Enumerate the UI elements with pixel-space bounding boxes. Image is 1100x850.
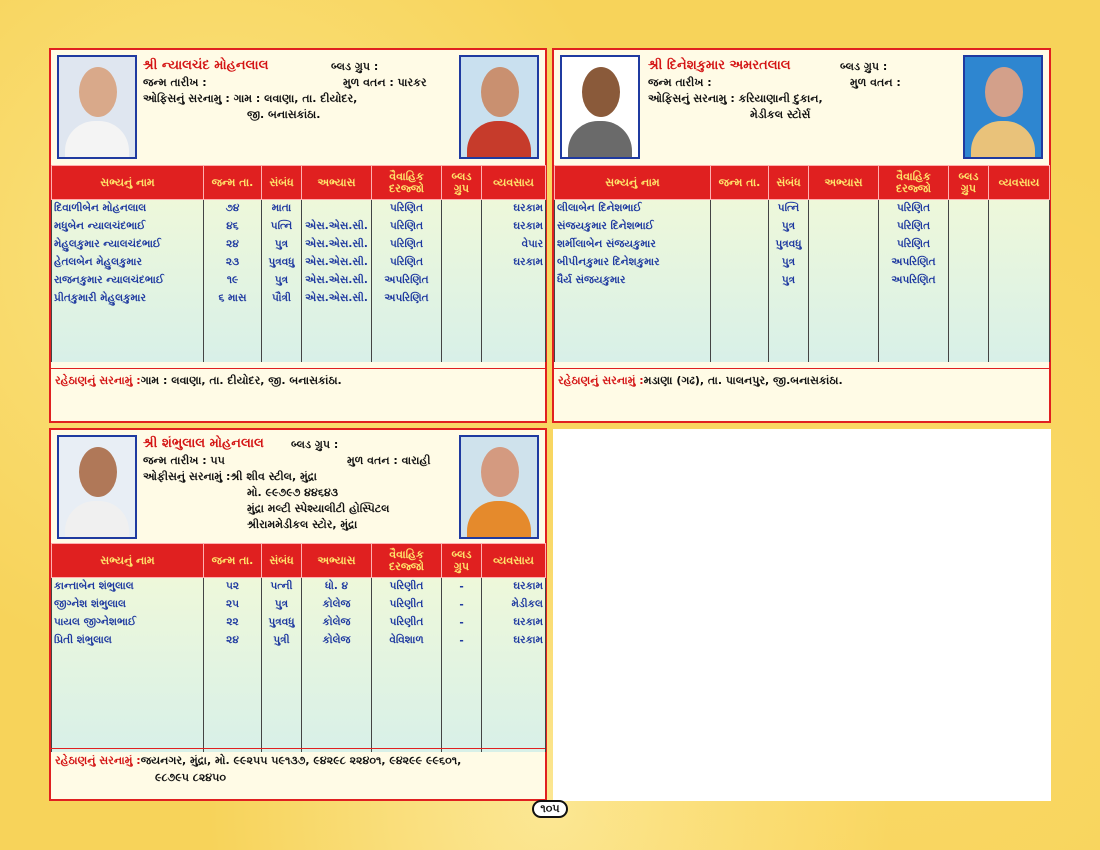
cell-marital: પરિણિત [879,236,949,254]
cell-education: એસ.એસ.સી. [302,254,372,272]
residence-address [55,372,342,389]
cell-blood [442,254,482,272]
head-name: શ્રી ન્યાલચંદ મોહનલાલ [143,58,269,73]
col-header: વૈવાહિક દરજ્જો [372,166,442,200]
table-row [52,236,546,254]
col-header: જન્મ તા. [204,544,262,578]
cell-age [711,254,769,272]
cell-age: ૭૪ [204,200,262,218]
cell-name: બીપીનકુમાર દિનેશકુમાર [555,254,711,272]
member-photo-male [57,435,137,539]
cell-age [711,200,769,218]
cell-education [809,236,879,254]
cell-name: દિવાળીબેન મોહનલાલ [52,200,204,218]
cell-occupation: ઘરકામ [482,578,546,596]
col-header: સંબંધ [769,166,809,200]
cell-marital: અપરિણિત [372,272,442,290]
office-address-line: ઓફિસનું સરનામુ : ગામ : લવાણા, તા. દીયોદર, [143,92,358,105]
cell-marital: પરિણિત [372,218,442,236]
dob-label: જન્મ તારીખ : ૫૫ [143,454,225,467]
cell-occupation [989,236,1050,254]
col-header: સંબંધ [262,166,302,200]
cell-marital: પરિણિત [372,254,442,272]
family-card-1 [49,48,547,423]
cell-marital: પરિણીત [372,596,442,614]
cell-occupation [482,290,546,308]
cell-occupation [482,272,546,290]
cell-education: એસ.એસ.સી. [302,272,372,290]
residence-label: રહેઠાણનું સરનામું : [558,374,644,387]
col-header: બ્લડ ગ્રુપ [949,166,989,200]
cell-blood [442,290,482,308]
cell-education [809,200,879,218]
family-card-2 [552,48,1051,423]
cell-relation: પુત્રવધુ [769,236,809,254]
cell-age: ૬ માસ [204,290,262,308]
card-header [51,430,545,545]
residence-label: રહેઠાણનું સરનામું : [55,374,141,387]
table-row [52,632,546,650]
cell-occupation: ઘરકામ [482,614,546,632]
cell-age: ૨૪ [204,632,262,650]
cell-name: પાયલ જીગ્નેશભાઈ [52,614,204,632]
cell-relation: પુત્ર [262,236,302,254]
cell-age: ૧૯ [204,272,262,290]
cell-marital: પરિણિત [372,200,442,218]
cell-relation: પૌત્રી [262,290,302,308]
cell-education [809,254,879,272]
cell-name: મેહુલકુમાર ન્યાલચંદભાઈ [52,236,204,254]
table-row [52,254,546,272]
cell-name: રાજનકુમાર ન્યાલચંદભાઈ [52,272,204,290]
dob-label: જન્મ તારીખ : [143,76,207,89]
cell-occupation: મેડીકલ [482,596,546,614]
cell-name: જીગ્નેશ શંભુલાલ [52,596,204,614]
native-label: મુળ વતન : વારાહી [347,454,431,467]
cell-relation: પત્ની [262,578,302,596]
table-row [52,614,546,632]
members-table [51,543,546,752]
cell-age: ૨૫ [204,596,262,614]
col-header: વ્યવસાય [989,166,1050,200]
col-header: બ્લડ ગ્રુપ [442,544,482,578]
cell-marital: પરિણિત [879,200,949,218]
head-name: શ્રી શંભુલાલ મોહનલાલ [143,436,264,451]
cell-name: સંજયકુમાર દિનેશભાઈ [555,218,711,236]
col-header: સભ્યનું નામ [52,166,204,200]
cell-relation: પત્નિ [262,218,302,236]
cell-age: ૨૪ [204,236,262,254]
native-label: મુળ વતન : [850,76,901,89]
office-address-line: ઓફિસનું સરનામુ : કરિયાણાની દુકાન, [648,92,823,105]
table-row [555,254,1050,272]
table-row [555,200,1050,218]
blood-group-label: બ્લડ ગ્રુપ : [840,60,888,73]
cell-name: ધૈર્ય સંજયકુમાર [555,272,711,290]
cell-occupation: ઘરકામ [482,200,546,218]
cell-occupation [989,254,1050,272]
native-label: મુળ વતન : પારકર [343,76,427,89]
card-header [51,50,545,165]
residence-line: ૯૮૭૯૫ ૮૨૪૫૦ [155,771,226,784]
cell-relation: પુત્ર [769,272,809,290]
col-header: સભ્યનું નામ [555,166,711,200]
table-row [555,218,1050,236]
cell-occupation: વેપાર [482,236,546,254]
cell-blood: - [442,632,482,650]
cell-education: એસ.એસ.સી. [302,290,372,308]
office-address-line: જી. બનાસકાંઠા. [247,108,321,121]
cell-marital: પરિણીત [372,578,442,596]
member-photo-female [963,55,1043,159]
residence-address [558,372,843,389]
col-header: જન્મ તા. [711,166,769,200]
cell-occupation [989,218,1050,236]
col-header: અભ્યાસ [302,544,372,578]
cell-name: મધુબેન ન્યાલચંદભાઈ [52,218,204,236]
residence-label: રહેઠાણનું સરનામું : [55,754,141,767]
cell-education: કોલેજ [302,596,372,614]
cell-education [809,218,879,236]
cell-blood [949,254,989,272]
cell-education: કોલેજ [302,632,372,650]
office-address-line: મો. ૯૯૭૯૭ ૪૪૬૪૩ [247,486,339,499]
cell-relation: માતા [262,200,302,218]
col-header: વૈવાહિક દરજ્જો [879,166,949,200]
cell-blood: - [442,614,482,632]
cell-education: ધો. ૪ [302,578,372,596]
office-address-line: મુંદ્રા મલ્ટી સ્પેશ્યાલીટી હોસ્પિટલ [247,502,390,515]
cell-education: કોલેજ [302,614,372,632]
residence-address [55,752,461,786]
cell-blood [949,218,989,236]
table-row [52,290,546,308]
members-table [51,165,546,362]
cell-occupation: ઘરકામ [482,632,546,650]
col-header: બ્લડ ગ્રુપ [442,166,482,200]
cell-relation: પુત્ર [769,218,809,236]
cell-age [711,236,769,254]
cell-relation: પુત્ર [262,272,302,290]
cell-education: એસ.એસ.સી. [302,218,372,236]
cell-marital: પરિણીત [372,614,442,632]
member-photo-female [459,55,539,159]
cell-blood [949,200,989,218]
col-header: વ્યવસાય [482,166,546,200]
cell-age: ૫૨ [204,578,262,596]
cell-relation: પુત્રવધુ [262,614,302,632]
cell-relation: પુત્રવધુ [262,254,302,272]
blood-group-label: બ્લડ ગ્રુપ : [331,60,379,73]
cell-age: ૨૨ [204,614,262,632]
cell-age [711,218,769,236]
cell-blood [442,200,482,218]
col-header: અભ્યાસ [809,166,879,200]
cell-occupation: ઘરકામ [482,254,546,272]
cell-blood: - [442,578,482,596]
blank-panel [553,429,1051,801]
member-photo-male [560,55,640,159]
cell-age [711,272,769,290]
cell-blood [442,272,482,290]
cell-relation: પુત્ર [769,254,809,272]
dob-label: જન્મ તારીખ : [648,76,712,89]
table-row [555,236,1050,254]
cell-education: એસ.એસ.સી. [302,236,372,254]
table-row [52,200,546,218]
cell-occupation [989,272,1050,290]
cell-age: ૪૬ [204,218,262,236]
office-address-line: ઓફીસનું સરનામું :શ્રી શીવ સ્ટીલ, મુંદ્રા [143,470,317,483]
cell-name: કાન્તાબેન શંભુલાલ [52,578,204,596]
residence-line: જયનગર, મુંદ્રા, મો. ૯૯૨૫૫ ૫૯૧૩૭, ૯૪૨૯૮ ૨૨૪૦૧, ૯૪૨૯૯ ૯૯૬૦૧, [140,754,462,767]
cell-blood [442,218,482,236]
table-row [555,272,1050,290]
cell-name: હેતલબેન મેહુલકુમાર [52,254,204,272]
table-row [52,578,546,596]
cell-relation: પુત્ર [262,596,302,614]
col-header: સભ્યનું નામ [52,544,204,578]
page-number: ૧૦૫ [532,800,568,818]
residence-line: ગામ : લવાણા, તા. દીયોદર, જી. બનાસકાંઠા. [140,374,342,387]
cell-relation: પુત્રી [262,632,302,650]
cell-education [302,200,372,218]
cell-name: શર્મીલાબેન સંજયકુમાર [555,236,711,254]
cell-age: ૨૩ [204,254,262,272]
cell-blood [949,236,989,254]
cell-name: પ્રીતકુમારી મેહુલકુમાર [52,290,204,308]
member-photo-male [57,55,137,159]
office-address-line: શ્રીરામમેડીકલ સ્ટોર, મુંદ્રા [247,518,358,531]
cell-occupation [989,200,1050,218]
cell-name: લીલાબેન દિનેશભાઈ [555,200,711,218]
cell-marital: પરિણિત [879,218,949,236]
cell-blood: - [442,596,482,614]
cell-name: પ્રિતી શંભુલાલ [52,632,204,650]
cell-marital: અપરિણિત [372,290,442,308]
cell-marital: પરિણિત [372,236,442,254]
cell-blood [442,236,482,254]
table-row [52,596,546,614]
family-card-3 [49,428,547,801]
col-header: જન્મ તા. [204,166,262,200]
cell-relation: પત્નિ [769,200,809,218]
member-photo-female [459,435,539,539]
cell-education [809,272,879,290]
head-name: શ્રી દિનેશકુમાર અમરતલાલ [648,58,791,73]
cell-occupation: ઘરકામ [482,218,546,236]
cell-marital: અપરિણિત [879,254,949,272]
members-table [554,165,1050,362]
residence-line: મડાણા (ગઢ), તા. પાલનપુર, જી.બનાસકાંઠા. [643,374,843,387]
card-header [554,50,1049,165]
col-header: વ્યવસાય [482,544,546,578]
blood-group-label: બ્લડ ગ્રુપ : [291,438,339,451]
col-header: સંબંધ [262,544,302,578]
office-address-line: મેડીકલ સ્ટોર્સ [750,108,811,121]
cell-marital: અપરિણિત [879,272,949,290]
table-row [52,218,546,236]
table-row [52,272,546,290]
cell-blood [949,272,989,290]
col-header: વૈવાહિક દરજ્જો [372,544,442,578]
cell-marital: વેવિશાળ [372,632,442,650]
col-header: અભ્યાસ [302,166,372,200]
